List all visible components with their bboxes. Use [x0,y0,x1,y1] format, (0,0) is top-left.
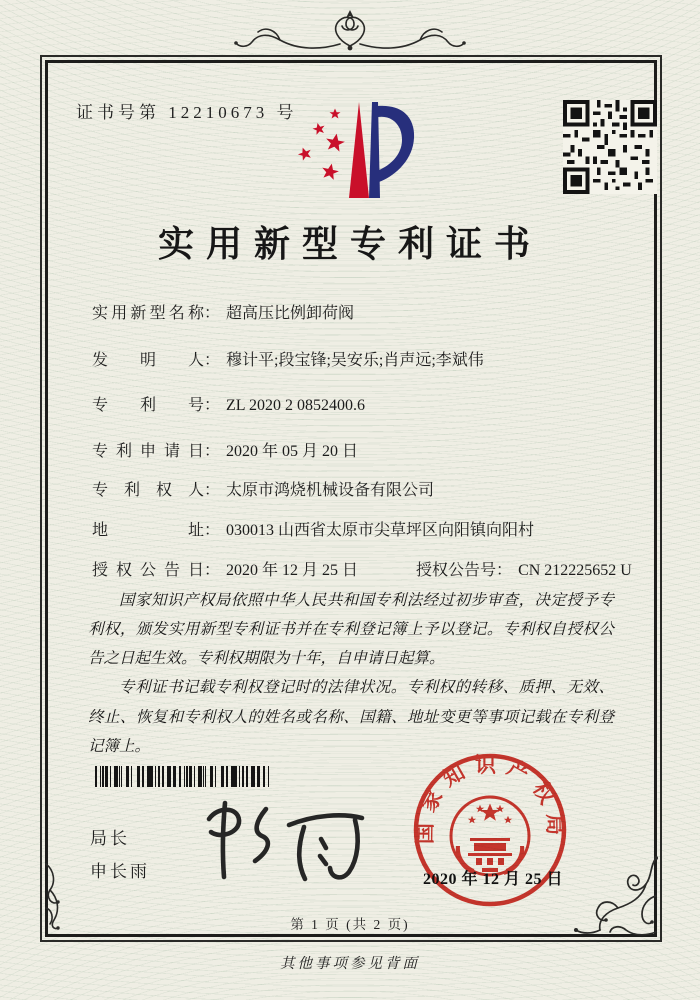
corner-flourish-ornament [572,852,660,940]
field-value: 超高压比例卸荷阀 [226,305,355,322]
field-label: 地址 [92,522,204,539]
field-utility-model-name: 实用新型名称： 超高压比例卸荷阀 [92,300,354,323]
director-signature [192,793,382,888]
field-label: 授权公告日 [92,562,204,579]
certificate-title: 实用新型专利证书 [157,224,542,264]
field-value: ZL 2020 2 0852400.6 [226,397,365,414]
legal-text-block [88,586,614,761]
seal-text: 国家知识产权局 [412,752,568,845]
field-label: 专利权人 [92,482,204,499]
legal-paragraph-1: 国家知识产权局依照中华人民共和国专利法经过初步审查，决定授予专利权，颁发实用新型专利证书并在专利登记簿上予以登记。专利权自授权公告之日起生效。专利权期限为十年，自申请日起算。 [88,592,614,668]
field-label: 专利申请日 [92,443,204,460]
legal-paragraph-2: 专利证书记载专利权登记时的法律状况。专利权的转移、质押、无效、终止、恢复和专利权人的姓名或名称、国籍、地址变更等事项记载在专利登记簿上。 [88,679,614,755]
corner-flourish-ornament-left [42,860,84,932]
field-inventors: 发明人： 穆计平;段宝锋;吴安乐;肖声远;李斌伟 [92,347,484,370]
field-address: 地址： 030013 山西省太原市尖草坪区向阳镇向阳村 [92,517,534,540]
seal-date: 2020 年 12 月 25 日 [422,871,563,888]
field-grant-date: 授权公告日： 2020 年 12 月 25 日 [92,562,358,579]
field-value: 太原市鸿烧机械设备有限公司 [226,482,435,499]
certificate-number: 证书号第 12210673 号 [76,103,298,122]
field-value: 穆计平;段宝锋;吴安乐;肖声远;李斌伟 [226,352,484,369]
svg-text:国家知识产权局 [413,753,567,844]
field-grant-number: 授权公告号： CN 212225652 U [416,562,632,579]
field-value: 2020 年 05 月 20 日 [226,443,359,460]
page-indicator: 第 1 页 (共 2 页) [290,917,410,932]
director-title-label: 局长 [90,829,130,848]
field-patentee: 专利权人： 太原市鸿烧机械设备有限公司 [92,477,434,500]
field-value: 2020 年 12 月 25 日 [226,562,359,579]
director-name: 申长雨 [90,862,150,881]
field-patent-number: 专利号： ZL 2020 2 0852400.6 [92,392,365,415]
field-value: CN 212225652 U [518,562,632,579]
field-label: 实用新型名称 [92,305,204,322]
qr-code [563,100,657,194]
field-label: 发明人 [92,352,204,369]
cnipa-logo-icon [283,98,415,204]
national-emblem-icon [451,797,529,875]
field-value: 030013 山西省太原市尖草坪区向阳镇向阳村 [226,522,535,539]
field-grant-date-and-number [92,557,632,580]
field-label: 专利号 [92,397,204,414]
back-reference-note: 其他事项参见背面 [280,956,420,972]
field-label: 授权公告号 [416,562,497,579]
barcode [95,766,269,787]
field-application-date: 专利申请日： 2020 年 05 月 20 日 [92,438,358,461]
top-flourish-ornament [228,6,472,56]
